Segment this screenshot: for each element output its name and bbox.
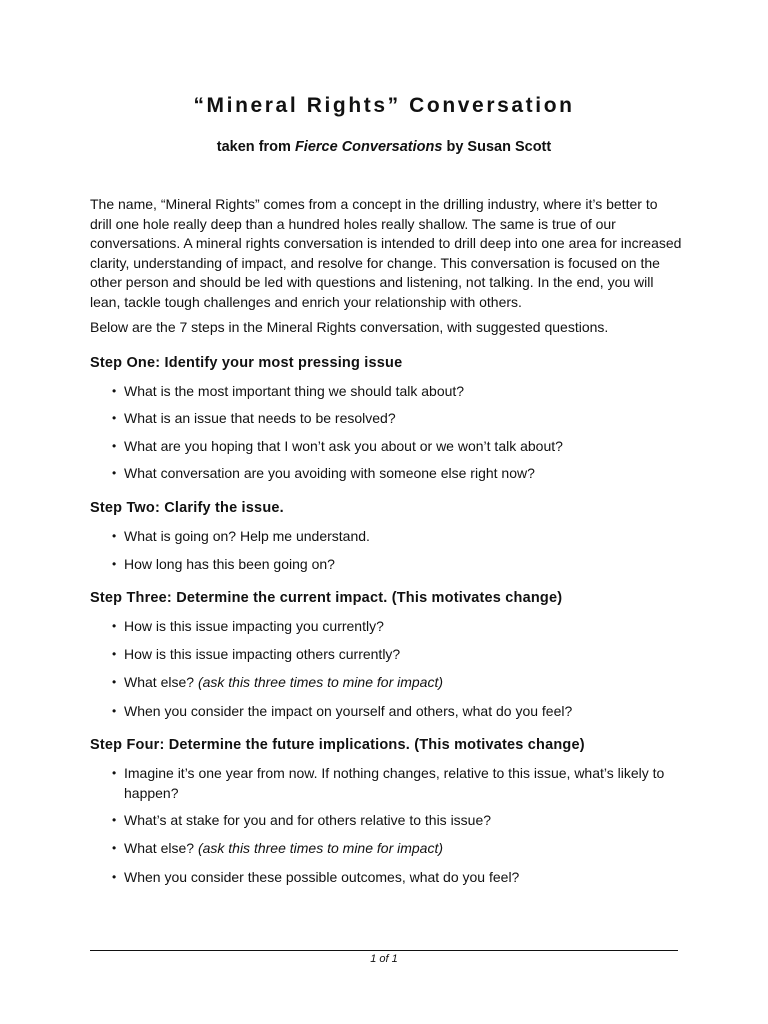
question-item: [90, 763, 682, 803]
question-item: [90, 810, 682, 830]
question-item: [90, 701, 682, 721]
question-item: [90, 867, 682, 887]
subtitle-suffix: by Susan Scott: [442, 139, 552, 155]
subtitle-prefix: taken from: [216, 139, 295, 155]
question-text: What’s at stake for you and for others relative to this issue?: [124, 812, 492, 828]
question-list: [90, 381, 682, 484]
question-item: [90, 672, 682, 692]
question-list: [90, 616, 682, 721]
page-number: 1 of 1: [370, 953, 398, 965]
step-heading: Step One: Identify your most pressing issue: [90, 354, 403, 371]
question-note: (ask this three times to mine for impact): [197, 673, 444, 690]
question-text: Imagine it’s one year from now. If nothing changes, relative to this issue, what’s likely to happen?: [124, 764, 665, 801]
question-text: What else?: [124, 673, 198, 690]
steps-intro-paragraph: Below are the 7 steps in the Mineral Rights conversation, with suggested questions.: [90, 319, 609, 335]
step-heading: Step Four: Determine the future implications. (This motivates change): [90, 736, 585, 753]
question-text: What are you hoping that I won’t ask you about or we won’t talk about?: [124, 437, 563, 454]
step-heading: Step Three: Determine the current impact. (This motivates change): [90, 589, 563, 606]
step-heading: Step Two: Clarify the issue.: [90, 500, 284, 516]
question-list: [90, 526, 682, 574]
question-item: [90, 526, 682, 546]
step-four-section: [90, 735, 682, 888]
footer-divider: [90, 950, 678, 951]
document-body: [90, 195, 682, 887]
intro-paragraph: The name, “Mineral Rights” comes from a concept in the drilling industry, where it’s better to drill one hole really deep than a hundred holes really shallow. The same is true of our conversations. A mineral rights conversation is intended to drill deep into one area for increased clarity, understanding of impact, and resolve for change. This conversation is focused on the other person and should be led with questions and listening, not talking. In the end, you will lean, tackle tough challenges and enrich your relationship with others.: [90, 196, 682, 310]
question-item: [90, 381, 682, 401]
question-text: What conversation are you avoiding with someone else right now?: [124, 465, 535, 481]
question-item: [90, 616, 682, 636]
question-text: When you consider these possible outcomes, what do you feel?: [124, 869, 520, 885]
document-subtitle: [0, 139, 768, 155]
document-title: “Mineral Rights” Conversation: [193, 94, 575, 117]
question-text: How long has this been going on?: [124, 555, 335, 572]
question-item: [90, 408, 682, 428]
question-list: [90, 763, 682, 888]
step-three-section: [90, 588, 682, 721]
question-text: What is going on? Help me understand.: [124, 528, 370, 544]
question-item: [90, 554, 682, 574]
question-note: (ask this three times to mine for impact): [197, 840, 444, 856]
question-text: How is this issue impacting you currently?: [124, 617, 384, 634]
question-item: [90, 436, 682, 456]
step-two-section: [90, 498, 682, 574]
question-text: How is this issue impacting others currently?: [124, 645, 401, 662]
question-item: [90, 463, 682, 483]
question-text: What else?: [124, 840, 198, 856]
question-item: [90, 644, 682, 664]
question-item: [90, 838, 682, 858]
question-text: What is an issue that needs to be resolved?: [124, 410, 396, 426]
question-text: What is the most important thing we should talk about?: [124, 382, 465, 399]
step-one-section: [90, 353, 682, 484]
book-title: Fierce Conversations: [294, 139, 443, 155]
question-text: When you consider the impact on yourself and others, what do you feel?: [124, 702, 573, 719]
